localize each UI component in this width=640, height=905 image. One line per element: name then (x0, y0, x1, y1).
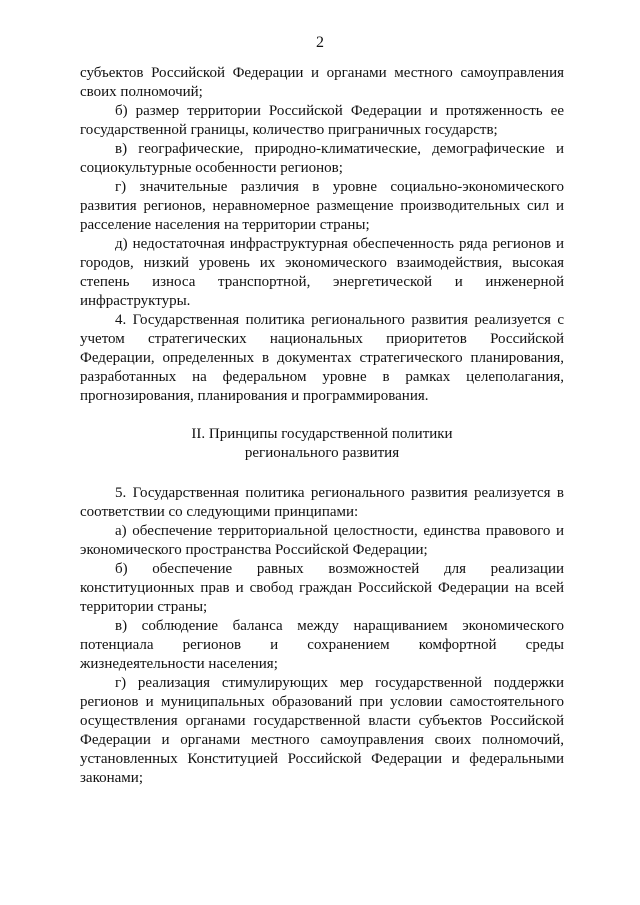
section-heading-line-2: регионального развития (244, 445, 400, 461)
page-number: 2 (316, 34, 324, 51)
section-heading-line-1: II. Принципы государственной политики (191, 426, 453, 442)
paragraph-item-b: б) размер территории Российской Федерации и протяженность ее государственной границы, количество приграничных государств; (80, 103, 564, 138)
paragraph-5-item-g: г) реализация стимулирующих мер государственной поддержки регионов и муниципальных образований при условии самостоятельного осуществления органами государственной власти субъектов Российской Федерации и органами местного самоуправления своих полномочий, установленных Конституцией Российской Федерации и федеральными законами; (80, 675, 564, 786)
paragraph-5: 5. Государственная политика регионального развития реализуется в соответствии со следующими принципами: (80, 485, 564, 520)
section-heading (80, 425, 564, 463)
paragraph-4: 4. Государственная политика регионального развития реализуется с учетом стратегических национальных приоритетов Российской Федерации, определенных в документах стратегического планирования, разработанных на федеральном уровне в рамках целеполагания, прогнозирования, планирования и программирования. (80, 312, 564, 404)
paragraph-5-item-a: а) обеспечение территориальной целостности, единства правового и экономического пространства Российской Федерации; (80, 523, 564, 558)
paragraph-5-item-v: в) соблюдение баланса между наращиванием экономического потенциала регионов и сохранением комфортной среды жизнедеятельности населения; (80, 618, 564, 672)
paragraph-5-item-b: б) обеспечение равных возможностей для реализации конституционных прав и свобод граждан Российской Федерации на всей территории страны; (80, 561, 564, 615)
paragraph-item-g: г) значительные различия в уровне социально-экономического развития регионов, неравномерное размещение производительных сил и расселение населения на территории страны; (80, 179, 564, 233)
paragraph-item-d: д) недостаточная инфраструктурная обеспеченность ряда регионов и городов, низкий уровень их экономического взаимодействия, высокая степень износа транспортной, энергетической и инженерной инфраструктуры. (80, 236, 564, 309)
paragraph-continuation: субъектов Российской Федерации и органами местного самоуправления своих полномочий; (80, 65, 564, 100)
paragraph-item-v: в) географические, природно-климатические, демографические и социокультурные особенности регионов; (80, 141, 564, 176)
document-body (80, 64, 564, 788)
